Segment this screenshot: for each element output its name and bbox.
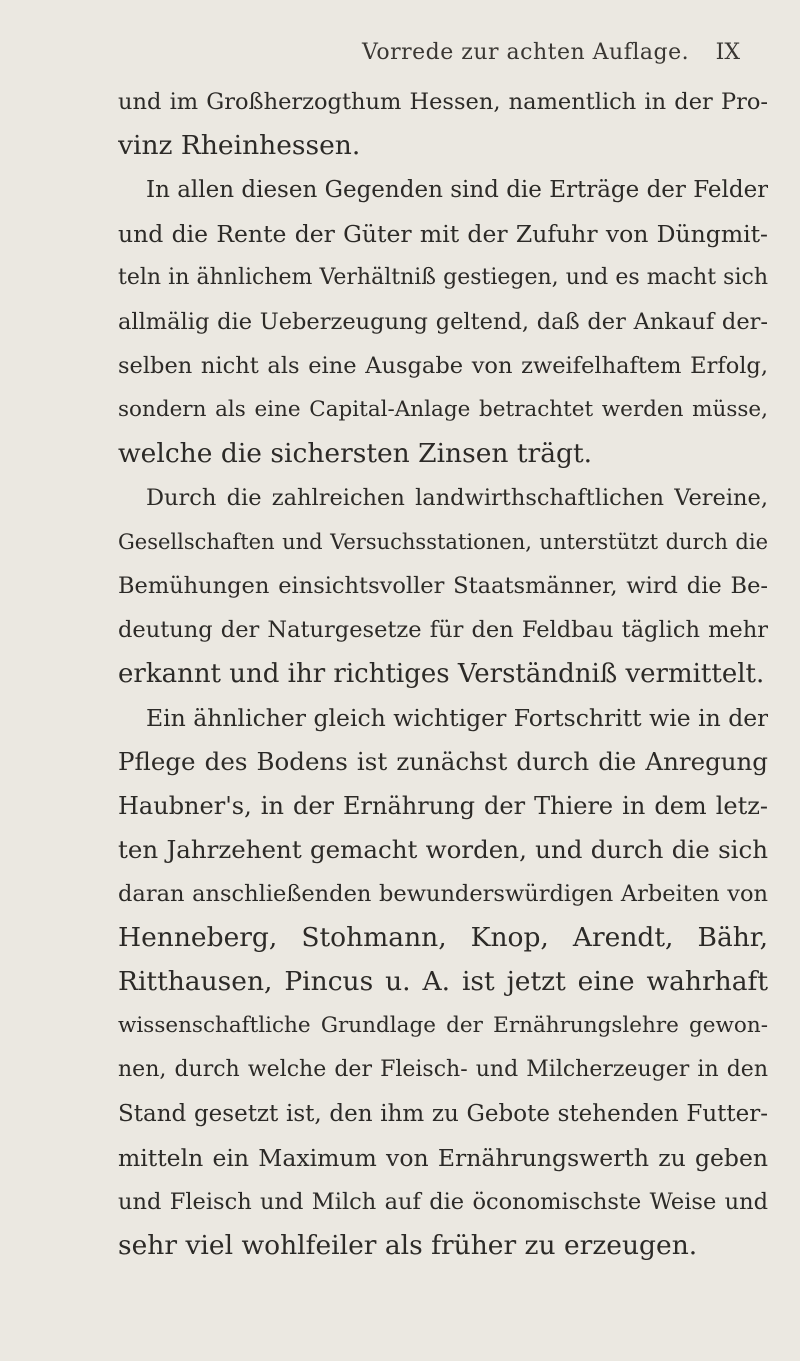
text-line: erkannt und ihr richtiges Verständniß vermittelt. [118,659,765,689]
text-line: wissenschaftliche Grundlage der Ernährungslehre gewon- [118,1013,768,1038]
text-line: vinz Rheinhessen. [118,130,361,161]
text-line: Haubner's, in der Ernährung der Thiere in dem letz- [118,792,768,820]
text-line: und die Rente der Güter mit der Zufuhr von Düngmit- [118,220,768,248]
text-line: Henneberg, Stohmann, Knop, Arendt, Bähr, [118,922,768,953]
text-line: und im Großherzogthum Hessen, namentlich in der Pro- [118,89,768,115]
running-head [140,40,760,74]
text-line: Ein ähnlicher gleich wichtiger Fortschritt wie in der [146,704,768,732]
text-line: allmälig die Ueberzeugung geltend, daß der Ankauf der- [118,309,768,335]
text-line: ten Jahrzehent gemacht worden, und durch die sich [118,835,768,864]
text-line: daran anschließenden bewunderswürdigen Arbeiten von [118,881,768,907]
text-line: Durch die zahlreichen landwirthschaftlichen Vereine, [146,485,768,511]
text-line: Stand gesetzt ist, den ihm zu Gebote stehenden Futter- [118,1101,768,1127]
text-line: Bemühungen einsichtsvoller Staatsmänner, wird die Be- [118,573,768,599]
text-line: nen, durch welche der Fleisch- und Milcherzeuger in den [118,1057,768,1082]
text-line: teln in ähnlichem Verhältniß gestiegen, und es macht sich [118,265,768,290]
text-line: mitteln ein Maximum von Ernährungswerth zu geben [118,1144,768,1172]
text-line: sondern als eine Capital-Anlage betrachtet werden müsse, [118,397,768,422]
body-text [118,80,768,1268]
text-line: sehr viel wohlfeiler als früher zu erzeugen. [118,1230,698,1261]
text-line: und Fleisch und Milch auf die öconomischste Weise und [118,1189,768,1215]
text-line: In allen diesen Gegenden sind die Erträge der Felder [146,177,768,203]
text-line: Gesellschaften und Versuchsstationen, unterstützt durch die [118,530,768,554]
text-line: selben nicht als eine Ausgabe von zweifelhaftem Erfolg, [118,353,768,379]
page-number: IX [715,40,740,65]
text-line: deutung der Naturgesetze für den Feldbau täglich mehr [118,617,768,643]
text-line: Pflege des Bodens ist zunächst durch die Anregung [118,747,768,776]
text-line: Ritthausen, Pincus u. A. ist jetzt eine wahrhaft [118,966,768,997]
running-title: Vorrede zur achten Auflage. [362,40,690,65]
text-line: welche die sichersten Zinsen trägt. [118,438,593,469]
